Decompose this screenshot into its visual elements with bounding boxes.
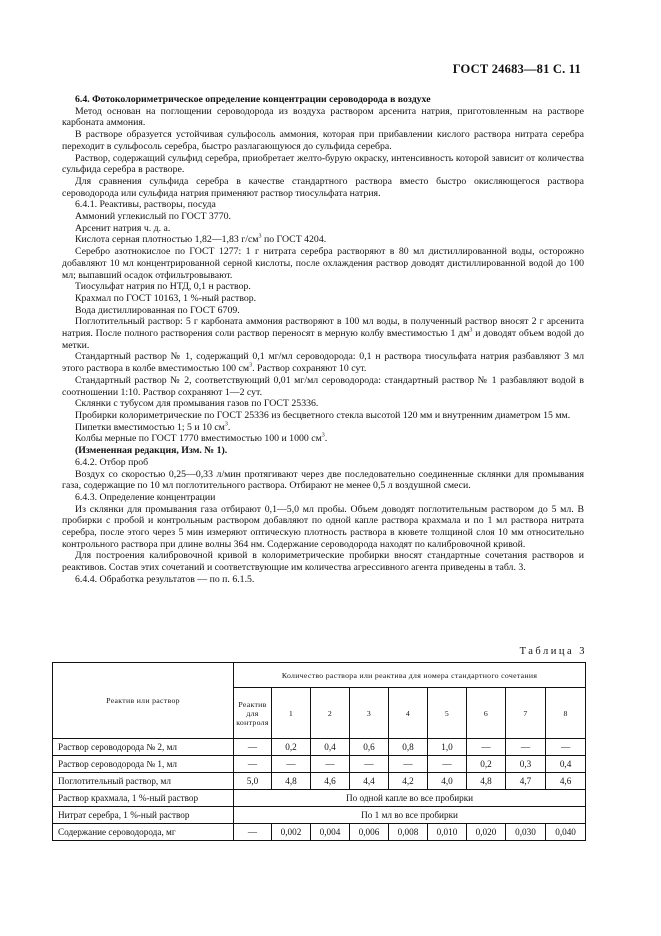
table-cell: 4,6 xyxy=(311,773,350,790)
table-cell: 4,6 xyxy=(546,773,586,790)
col-header-number: 5 xyxy=(428,688,467,739)
table-cell: 0,010 xyxy=(428,824,467,841)
col-header-number: 8 xyxy=(546,688,586,739)
table-cell: 0,2 xyxy=(467,756,506,773)
table-cell: — xyxy=(234,824,272,841)
table-cell: 0,6 xyxy=(350,739,389,756)
table-cell: 0,4 xyxy=(311,739,350,756)
paragraph: Стандартный раствор № 1, содержащий 0,1 мг/мл сероводорода: 0,1 н раствора тиосульфата натрия разбавляют 3 мл этого раствора в колбе вместимостью 100 $см^3$. Раствор сохраняют 10 сут. xyxy=(62,351,584,375)
paragraph: Для построения калибровочной кривой в колориметрические пробирки вносят стандартные сочетания растворов и реактивов. Состав этих сочетаний и соответствующие им количества агрессивного агента приведены в табл. 3. xyxy=(62,550,584,574)
col-header-number: 3 xyxy=(350,688,389,739)
table-cell: 4,8 xyxy=(467,773,506,790)
table-cell: 0,004 xyxy=(311,824,350,841)
table-cell: 0,040 xyxy=(546,824,586,841)
table-cell: — xyxy=(234,756,272,773)
paragraph: В растворе образуется устойчивая сульфосоль аммония, которая при прибавлении кислого раствора нитрата серебра переходит в сульфосоль серебра, быстро разлагающуюся до сульфида серебра. xyxy=(62,129,584,152)
table-cell: 4,4 xyxy=(350,773,389,790)
paragraph: Колбы мерные по ГОСТ 1770 вместимостью 100 и 1000 $см^3$. xyxy=(75,433,328,445)
merged-cell: По 1 мл во все пробирки xyxy=(234,807,586,824)
paragraph: Из склянки для промывания газа отбирают 0,1—5,0 мл пробы. Объем доводят поглотительным раствором до 5 мл. В пробирки с пробой и контрольным раствором добавляют по одной капле раствора крахмала и по 1 мл раствора нитрата серебра, после этого через 5 мин измеряют оптическую плотность раствора в кювете толщиной слоя 10 мм относительно контрольного раствора при длине волны 364 нм. Содержание сероводорода находят по калибровочной кривой. xyxy=(62,503,584,550)
section-title: 6.4. Фотоколориметрическое определение концентрации сероводорода в воздухе xyxy=(75,94,431,105)
table-cell: 4,2 xyxy=(389,773,428,790)
table-cell: — xyxy=(467,739,506,756)
paragraph: Для сравнения сульфида серебра в качестве стандартного раствора вместо быстро окисляющегося раствора сероводорода или сульфида натрия применяют раствор тиосульфата натрия. xyxy=(62,175,584,199)
paragraph: 6.4.4. Обработка результатов — по п. 6.1.5. xyxy=(75,573,255,585)
col-group-header: Количество раствора или реактива для номера стандартного сочетания xyxy=(234,663,586,688)
body-text xyxy=(62,94,584,586)
table-row xyxy=(53,807,586,824)
subsection-heading: 6.4.1. Реактивы, растворы, посуда xyxy=(75,199,216,211)
paragraph: Аммоний углекислый по ГОСТ 3770. xyxy=(75,211,231,223)
col-header-number: 1 xyxy=(272,688,311,739)
table-cell: 0,4 xyxy=(546,756,586,773)
page-header: ГОСТ 24683—81 С. 11 xyxy=(452,62,581,76)
paragraph: Арсенит натрия ч. д. а. xyxy=(75,222,171,234)
paragraph: Тиосульфат натрия по НТД, 0,1 н раствор. xyxy=(75,281,251,293)
table-cell: 0,008 xyxy=(389,824,428,841)
table-cell: 4,7 xyxy=(506,773,546,790)
table-row xyxy=(53,756,586,773)
table-row xyxy=(53,739,586,756)
row-label: Раствор сероводорода № 1, мл xyxy=(53,756,234,773)
table-cell: — xyxy=(234,739,272,756)
table-cell: 0,002 xyxy=(272,824,311,841)
table-cell: — xyxy=(389,756,428,773)
paragraph: Крахмал по ГОСТ 10163, 1 %-ный раствор. xyxy=(75,292,257,304)
paragraph: Пипетки вместимостью 1; 5 и 10 $см^3$. xyxy=(75,421,231,433)
row-label: Нитрат серебра, 1 %-ный раствор xyxy=(53,807,234,824)
table-cell: 0,006 xyxy=(350,824,389,841)
col-header-control: Реактив для контроля xyxy=(234,688,272,739)
paragraph: Метод основан на поглощении сероводорода из воздуха раствором арсенита натрия, приготовленным на растворе карбоната аммония. xyxy=(62,105,584,129)
row-label: Раствор сероводорода № 2, мл xyxy=(53,739,234,756)
table-cell: 4,8 xyxy=(272,773,311,790)
paragraph: Склянки с тубусом для промывания газов по ГОСТ 25336. xyxy=(75,398,319,410)
table-cell: — xyxy=(272,756,311,773)
paragraph: Серебро азотнокислое по ГОСТ 1277: 1 г нитрата серебра растворяют в 80 мл дистиллированной воды, осторожно добавляют 10 мл концентрированной серной кислоты, после охлаждения раствор доводят дистиллированной водой до 100 мл; выпавший осадок отфильтровывают. xyxy=(62,246,584,281)
paragraph: Вода дистиллированная по ГОСТ 6709. xyxy=(75,304,240,316)
table-row xyxy=(53,790,586,807)
row-label: Поглотительный раствор, мл xyxy=(53,773,234,790)
table-cell: — xyxy=(428,756,467,773)
table-cell: — xyxy=(311,756,350,773)
paragraph: Поглотительный раствор: 5 г карбоната аммония растворяют в 100 мл воды, в полученный раствор вносят 2 г арсенита натрия. После полного растворения соли раствор переносят в мерную колбу вместимостью 1 $дм^3$ и доводят объем водой до метки. xyxy=(62,316,584,351)
table-cell: 5,0 xyxy=(234,773,272,790)
paragraph: Кислота серная плотностью 1,82—1,83 $г/см^3$ по ГОСТ 4204. xyxy=(75,234,327,246)
row-label: Раствор крахмала, 1 %-ный раствор xyxy=(53,790,234,807)
col-header-number: 4 xyxy=(389,688,428,739)
col-header-number: 2 xyxy=(311,688,350,739)
table-cell: 0,020 xyxy=(467,824,506,841)
col-header-reagent: Реактив или раствор xyxy=(53,663,234,739)
amendment-note: (Измененная редакция, Изм. № 1). xyxy=(75,445,228,457)
table-cell: 0,3 xyxy=(506,756,546,773)
merged-cell: По одной капле во все пробирки xyxy=(234,790,586,807)
table-row xyxy=(53,773,586,790)
table-cell: — xyxy=(350,756,389,773)
col-header-number: 7 xyxy=(506,688,546,739)
paragraph: Пробирки колориметрические по ГОСТ 25336 из бесцветного стекла высотой 120 мм и внутренним диаметром 15 мм. xyxy=(75,409,571,421)
col-header-number: 6 xyxy=(467,688,506,739)
paragraph: Воздух со скоростью 0,25—0,33 л/мин протягивают через две последовательно соединенные склянки для промывания газа, содержащие по 10 мл поглотительного раствора. Отбирают не менее 0,5 л воздушной смеси. xyxy=(62,468,584,492)
table-cell: — xyxy=(546,739,586,756)
paragraph: Стандартный раствор № 2, соответствующий 0,01 мг/мл сероводорода: стандартный раствор № 1 разбавляют водой в соотношении 1:10. Раствор сохраняют 1—2 сут. xyxy=(62,374,584,398)
table-3 xyxy=(52,662,586,841)
table-cell: 0,8 xyxy=(389,739,428,756)
table-caption: Таблица 3 xyxy=(519,646,587,657)
table-cell: 1,0 xyxy=(428,739,467,756)
subsection-heading: 6.4.3. Определение концентрации xyxy=(75,491,216,503)
subsection-heading: 6.4.2. Отбор проб xyxy=(75,456,149,468)
table-row xyxy=(53,824,586,841)
table-cell: — xyxy=(506,739,546,756)
table-cell: 4,0 xyxy=(428,773,467,790)
paragraph: Раствор, содержащий сульфид серебра, приобретает желто-бурую окраску, интенсивность которой зависит от количества сульфида серебра в растворе. xyxy=(62,152,584,176)
table-cell: 0,2 xyxy=(272,739,311,756)
row-label: Содержание сероводорода, мг xyxy=(53,824,234,841)
table-cell: 0,030 xyxy=(506,824,546,841)
